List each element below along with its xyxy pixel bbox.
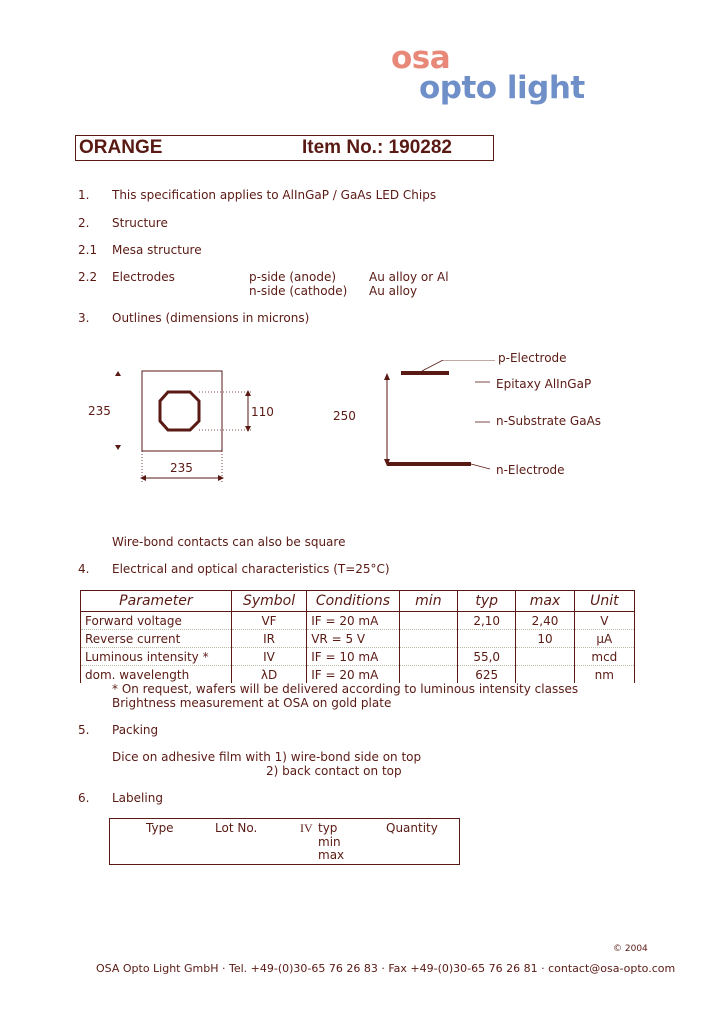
section-2-text: Structure bbox=[112, 216, 168, 230]
section-4-num: 4. bbox=[78, 562, 90, 576]
cell-parameter: dom. wavelength bbox=[81, 666, 232, 684]
label-max: max bbox=[318, 848, 345, 862]
cell-symbol: IV bbox=[231, 648, 306, 666]
chip-side-view-drawing bbox=[350, 360, 500, 480]
label-min: min bbox=[318, 835, 341, 849]
color-name: ORANGE bbox=[79, 137, 163, 158]
p-side-material: Au alloy or Al bbox=[369, 270, 449, 284]
header-conditions: Conditions bbox=[307, 591, 400, 612]
cell-parameter: Luminous intensity * bbox=[81, 648, 232, 666]
logo-opto-light: opto light bbox=[419, 70, 585, 106]
cell-min bbox=[399, 630, 457, 648]
header-typ: typ bbox=[458, 591, 516, 612]
cell-min bbox=[399, 612, 457, 630]
section-2-2-text: Electrodes bbox=[112, 270, 175, 284]
section-6-text: Labeling bbox=[112, 791, 163, 805]
cell-max: 10 bbox=[516, 630, 574, 648]
cell-unit: µA bbox=[574, 630, 634, 648]
epitaxy-label: Epitaxy AlInGaP bbox=[496, 377, 592, 391]
table-row bbox=[81, 630, 635, 648]
section-2-2-num: 2.2 bbox=[78, 270, 98, 284]
table-note-1: * On request, wafers will be delivered according to luminous intensity classes bbox=[112, 682, 579, 696]
cell-max bbox=[516, 666, 574, 684]
packing-line-1: Dice on adhesive film with 1) wire-bond side on top bbox=[112, 750, 422, 764]
header-symbol: Symbol bbox=[231, 591, 306, 612]
label-type: Type bbox=[146, 821, 174, 835]
top-width-label: 235 bbox=[170, 461, 193, 475]
cell-typ bbox=[458, 630, 516, 648]
section-3-num: 3. bbox=[78, 311, 90, 325]
table-header-row bbox=[81, 591, 635, 612]
label-typ: typ bbox=[318, 821, 338, 835]
n-electrode-label: n-Electrode bbox=[496, 463, 565, 477]
section-6-num: 6. bbox=[78, 791, 90, 805]
n-electrode-shape bbox=[387, 462, 471, 466]
copyright: © 2004 bbox=[613, 944, 648, 954]
cell-symbol: λD bbox=[231, 666, 306, 684]
n-side-label: n-side (cathode) bbox=[249, 284, 348, 298]
cell-conditions: IF = 20 mA bbox=[307, 612, 400, 630]
packing-line-2: 2) back contact on top bbox=[266, 764, 402, 778]
cell-min bbox=[399, 666, 457, 684]
cell-conditions: IF = 10 mA bbox=[307, 648, 400, 666]
label-iv: IV bbox=[300, 821, 313, 835]
item-number: Item No.: 190282 bbox=[302, 137, 452, 158]
cell-min bbox=[399, 648, 457, 666]
substrate-label: n-Substrate GaAs bbox=[496, 414, 602, 428]
section-5-num: 5. bbox=[78, 723, 90, 737]
side-height-label: 250 bbox=[333, 409, 356, 423]
header-parameter: Parameter bbox=[81, 591, 232, 612]
top-height-label: 235 bbox=[88, 404, 111, 418]
chip-outline bbox=[142, 371, 222, 451]
section-5-text: Packing bbox=[112, 723, 159, 737]
cell-parameter: Forward voltage bbox=[81, 612, 232, 630]
p-electrode-label: p-Electrode bbox=[498, 351, 567, 365]
cell-typ: 625 bbox=[458, 666, 516, 684]
cell-typ: 2,10 bbox=[458, 612, 516, 630]
header-unit: Unit bbox=[574, 591, 634, 612]
characteristics-table bbox=[80, 590, 635, 683]
cell-conditions: IF = 20 mA bbox=[307, 666, 400, 684]
cell-max: 2,40 bbox=[516, 612, 574, 630]
section-1-num: 1. bbox=[78, 188, 90, 202]
cell-max bbox=[516, 648, 574, 666]
footer-contact: OSA Opto Light GmbH · Tel. +49-(0)30-65 76 26 83 · Fax +49-(0)30-65 76 26 81 · contact@osa-opto.com bbox=[96, 962, 676, 975]
cell-unit: nm bbox=[574, 666, 634, 684]
header-min: min bbox=[399, 591, 457, 612]
cell-symbol: VF bbox=[231, 612, 306, 630]
p-side-label: p-side (anode) bbox=[249, 270, 337, 284]
label-lot: Lot No. bbox=[215, 821, 258, 835]
p-electrode-shape bbox=[401, 371, 449, 375]
cell-typ: 55,0 bbox=[458, 648, 516, 666]
cell-unit: V bbox=[574, 612, 634, 630]
pad-height-label: 110 bbox=[251, 405, 274, 419]
section-1-text: This specification applies to AlInGaP / GaAs LED Chips bbox=[112, 188, 437, 202]
table-note-2: Brightness measurement at OSA on gold plate bbox=[112, 696, 392, 710]
section-2-num: 2. bbox=[78, 216, 90, 230]
bond-pad bbox=[160, 392, 199, 430]
n-side-material: Au alloy bbox=[369, 284, 418, 298]
table-row bbox=[81, 612, 635, 630]
label-quantity: Quantity bbox=[386, 821, 438, 835]
cell-parameter: Reverse current bbox=[81, 630, 232, 648]
section-2-1-num: 2.1 bbox=[78, 243, 98, 257]
header-max: max bbox=[516, 591, 574, 612]
section-4-text: Electrical and optical characteristics (T=25°C) bbox=[112, 562, 390, 576]
section-2-1-text: Mesa structure bbox=[112, 243, 202, 257]
cell-symbol: IR bbox=[231, 630, 306, 648]
table-row bbox=[81, 648, 635, 666]
cell-unit: mcd bbox=[574, 648, 634, 666]
logo-osa: osa bbox=[391, 40, 451, 76]
wire-bond-note: Wire-bond contacts can also be square bbox=[112, 535, 346, 549]
cell-conditions: VR = 5 V bbox=[307, 630, 400, 648]
table-row bbox=[81, 666, 635, 684]
section-3-text: Outlines (dimensions in microns) bbox=[112, 311, 310, 325]
